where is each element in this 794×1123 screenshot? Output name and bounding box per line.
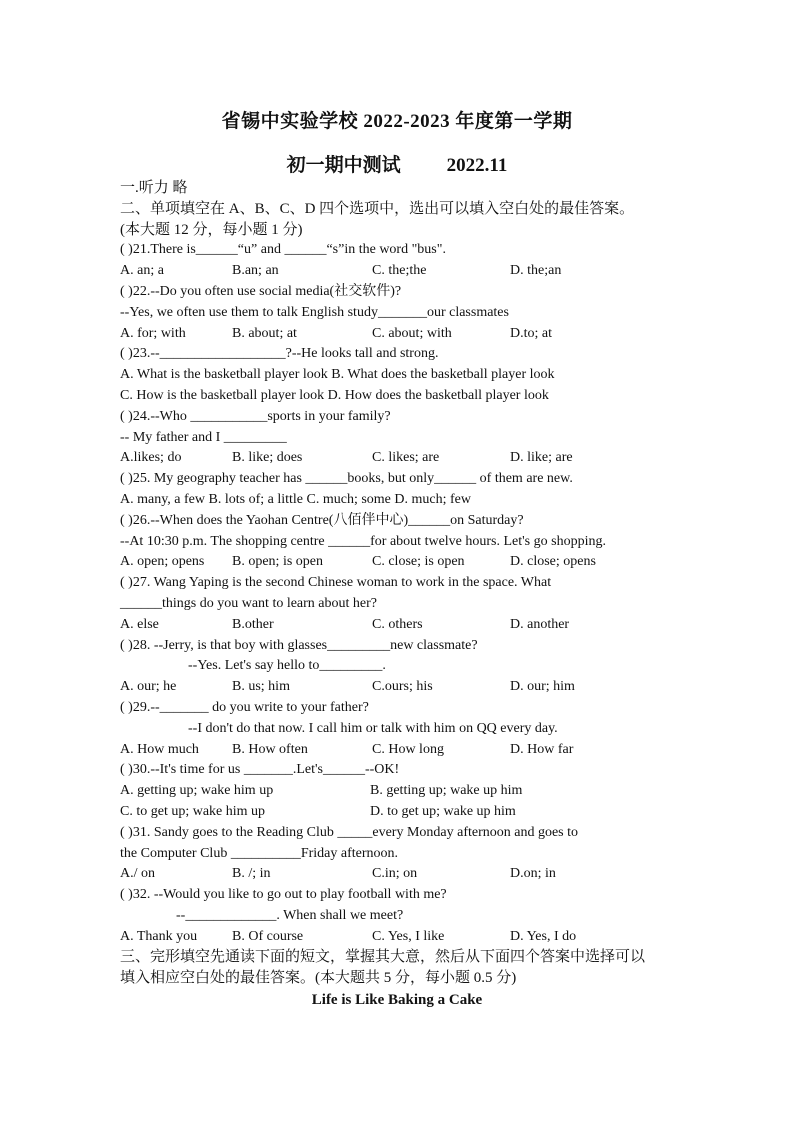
answer-option: A. our; he <box>120 679 177 695</box>
question-line: ( )24.--Who ___________sports in your family? <box>120 408 391 424</box>
answer-option: A. How much <box>120 741 199 757</box>
question-line: --Yes, we often use them to talk English study_______our classmates <box>120 304 509 320</box>
answer-options <box>120 261 690 282</box>
question-line: ( )31. Sandy goes to the Reading Club _____every Monday afternoon and goes to <box>120 824 579 840</box>
answer-option: C. about; with <box>372 325 452 341</box>
answer-option: D. How far <box>510 741 574 757</box>
question-line: ( )32. --Would you like to go out to play football with me? <box>120 887 447 903</box>
question-line: --I don't do that now. I call him or talk with him on QQ every day. <box>188 720 558 736</box>
answer-option: B. getting up; wake up him <box>370 783 523 799</box>
answer-option: A./ on <box>120 866 155 882</box>
answer-options <box>120 552 690 573</box>
question-line: ( )21.There is______“u” and ______“s”in the word "bus". <box>120 242 446 258</box>
answer-option: D. like; are <box>510 450 573 466</box>
answer-option: D. close; opens <box>510 554 596 570</box>
section-heading: (本大题 12 分，每小题 1 分) <box>120 221 303 238</box>
answer-option: D. to get up; wake up him <box>370 803 516 819</box>
answer-option: A. Thank you <box>120 928 198 944</box>
answer-option: B. like; does <box>232 450 303 466</box>
answer-options <box>120 740 690 761</box>
answer-options <box>120 324 690 345</box>
answer-option: B.an; an <box>232 263 279 279</box>
answer-option: A. open; opens <box>120 554 205 570</box>
answer-option: C. likes; are <box>372 450 440 466</box>
question-line: ( )26.--When does the Yaohan Centre(八佰伴中心)______on Saturday? <box>120 512 524 528</box>
answer-options <box>120 448 690 469</box>
question-line: ( )23.--__________________?--He looks tall and strong. <box>120 346 439 362</box>
answer-option: B. about; at <box>232 325 297 341</box>
question-line: ( )28. --Jerry, is that boy with glasses_________new classmate? <box>120 637 478 653</box>
answer-options <box>120 864 690 885</box>
question-line: the Computer Club __________Friday afternoon. <box>120 845 399 861</box>
answer-option: C. Yes, I like <box>372 928 445 944</box>
question-line: ______things do you want to learn about her? <box>120 595 378 611</box>
answer-option: D.to; at <box>510 325 552 341</box>
passage-title: Life is Like Baking a Cake <box>311 992 483 1008</box>
question-line: ( )29.--_______ do you write to your father? <box>120 699 369 715</box>
exam-title: 省锡中实验学校 2022-2023 年度第一学期 <box>221 111 573 132</box>
answer-option: C. close; is open <box>372 554 465 570</box>
question-line: ( )27. Wang Yaping is the second Chinese woman to work in the space. What <box>120 575 552 591</box>
question-line: --_____________. When shall we meet? <box>176 907 404 923</box>
question-line: --At 10:30 p.m. The shopping centre ______for about twelve hours. Let's go shopping. <box>120 533 606 549</box>
answer-option: B. How often <box>232 741 308 757</box>
answer-options <box>120 927 690 948</box>
question-line: -- My father and I _________ <box>120 429 287 445</box>
answer-option: C. others <box>372 616 423 632</box>
answer-options <box>120 781 690 802</box>
answer-option: A. an; a <box>120 263 164 279</box>
answer-option: C. How long <box>372 741 444 757</box>
question-line: A. What is the basketball player look B. What does the basketball player look <box>120 367 555 383</box>
answer-option: A. else <box>120 616 159 632</box>
answer-option: C.ours; his <box>372 679 433 695</box>
question-line: ( )25. My geography teacher has ______books, but only______ of them are new. <box>120 471 573 487</box>
section-heading: 填入相应空白处的最佳答案。(本大题共 5 分，每小题 0.5 分) <box>120 970 517 987</box>
answer-option: B. Of course <box>232 928 304 944</box>
answer-option: B. /; in <box>232 866 271 882</box>
question-body <box>120 178 690 989</box>
question-line: ( )22.--Do you often use social media(社交软件)? <box>120 283 402 299</box>
question-line: ( )30.--It's time for us _______.Let's______--OK! <box>120 762 400 778</box>
answer-option: D. Yes, I do <box>510 928 577 944</box>
question-line: C. How is the basketball player look D. How does the basketball player look <box>120 387 549 403</box>
section-heading: 二、单项填空在 A、B、C、D 四个选项中，选出可以填入空白处的最佳答案。 <box>120 200 635 217</box>
answer-option: B. us; him <box>232 679 290 695</box>
answer-option: B.other <box>232 616 274 632</box>
answer-option: D. another <box>510 616 570 632</box>
answer-option: D.on; in <box>510 866 556 882</box>
exam-subtitle <box>0 150 794 177</box>
answer-options <box>120 677 690 698</box>
answer-option: D. the;an <box>510 263 562 279</box>
question-line: --Yes. Let's say hello to_________. <box>188 658 386 674</box>
answer-options <box>120 615 690 636</box>
answer-option: D. our; him <box>510 679 575 695</box>
exam-name: 初一期中测试 <box>286 155 401 176</box>
exam-date: 2022.11 <box>446 155 508 176</box>
answer-options <box>120 802 690 823</box>
answer-option: A. getting up; wake him up <box>120 783 274 799</box>
answer-option: C.in; on <box>372 866 418 882</box>
section-heading: 三、完形填空先通读下面的短文，掌握其大意，然后从下面四个答案中选择可以 <box>120 949 646 966</box>
answer-option: A. for; with <box>120 325 186 341</box>
answer-option: C. to get up; wake him up <box>120 803 266 819</box>
answer-option: B. open; is open <box>232 554 323 570</box>
answer-option: A.likes; do <box>120 450 182 466</box>
section-heading: 一.听力 略 <box>120 180 188 196</box>
answer-option: C. the;the <box>372 263 427 279</box>
question-line: A. many, a few B. lots of; a little C. much; some D. much; few <box>120 491 471 507</box>
